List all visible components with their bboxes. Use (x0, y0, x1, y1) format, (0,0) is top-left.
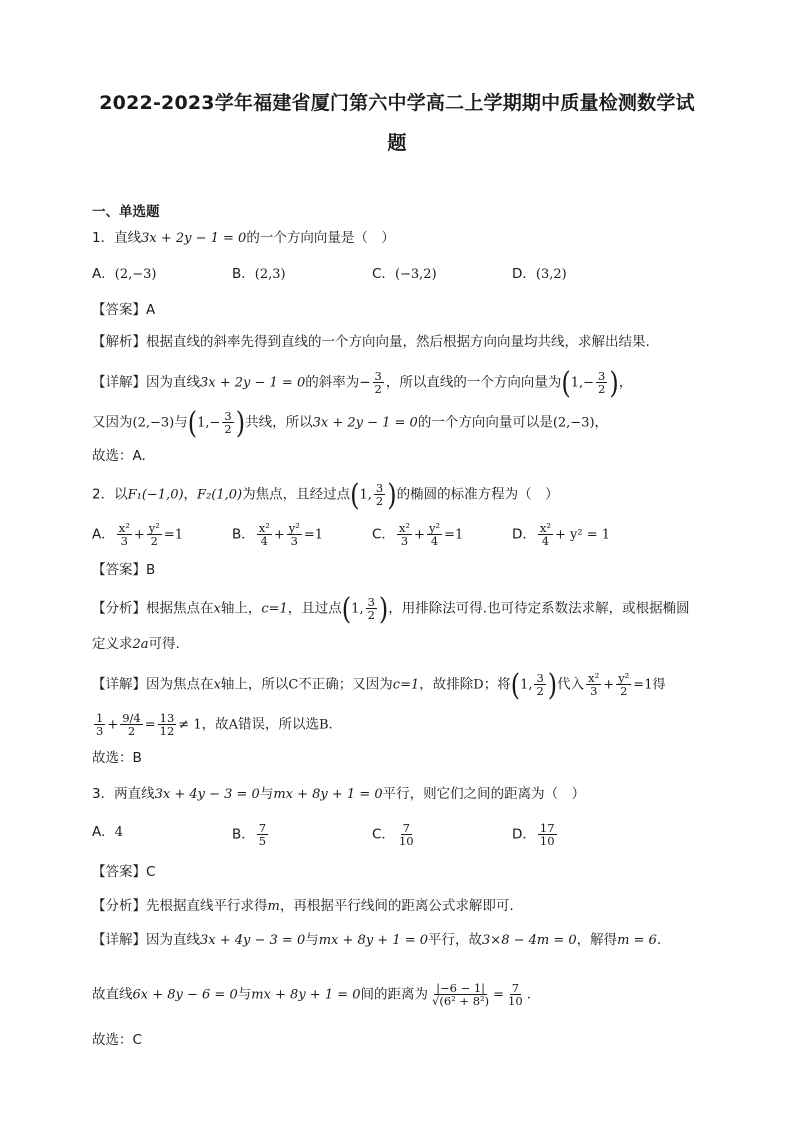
q3-detail-1: 【详解】因为直线3x + 4y − 3 = 0与mx + 8y + 1 = 0平行，故3×8 − 4m = 0，解得m = 6. (92, 932, 662, 948)
q3-option-a: A．4 (92, 824, 124, 840)
doc-title-line2: 题 (387, 132, 407, 154)
q1-answer: 【答案】A (92, 302, 156, 318)
q1-conclusion: 故选：A. (92, 448, 146, 464)
q1-detail-1: 【详解】因为直线3x + 2y − 1 = 0的斜率为− $\frac{3}{2}$ ，所以直线的一个方向向量为(1,− $\frac{3}{2}$ )， (92, 365, 633, 400)
q3-options (92, 822, 734, 848)
q2-fenxi-2: 定义求2a可得. (92, 636, 180, 652)
q2-option-a: A． $\frac{\text{x²}}{3}$ + $\frac{\text{y²}}{2}$ =1 (92, 521, 184, 548)
q2-stem: 2．以F₁(−1,0)，F₂(1,0)为焦点，且经过点(1, $\frac{3}{2}$ )的椭圆的标准方程为（ ） (92, 477, 559, 512)
q3-option-d: D． $\frac{17}{10}$ (512, 821, 555, 848)
q3-conclusion: 故选：C (92, 1032, 142, 1048)
q3-detail-2: 故直线6x + 8y − 6 = 0与mx + 8y + 1 = 0间的距离为 $\frac{|-6 - 1|}{\text{√(6² + 8²)}}$ = $\frac{7}{10}$ . (92, 981, 531, 1008)
q1-stem: 1．直线3x + 2y − 1 = 0的一个方向向量是（ ） (92, 230, 395, 246)
q2-conclusion: 故选：B (92, 750, 142, 766)
q1-detail-2: 又因为(2,−3)与(1,− $\frac{3}{2}$ )共线，所以3x + 2y − 1 = 0的一个方向向量可以是(2,−3)， (92, 405, 609, 440)
q3-fenxi: 【分析】先根据直线平行求得m，再根据平行线间的距离公式求解即可. (92, 898, 514, 914)
q2-answer: 【答案】B (92, 562, 156, 578)
q2-detail-1: 【详解】因为焦点在x轴上，所以C不正确；又因为c=1，故排除D；将(1, $\frac{3}{2}$ )代入 $\frac{\text{x²}}{3}$ + $\frac{\text{y²}}{2}$ =1得 (92, 667, 666, 702)
q2-option-b: B． $\frac{\text{x²}}{4}$ + $\frac{\text{y²}}{3}$ =1 (232, 521, 324, 548)
doc-title-line1: 2022-2023学年福建省厦门第六中学高二上学期期中质量检测数学试 (99, 92, 695, 114)
q1-option-a: A．(2,−3) (92, 266, 157, 282)
section-heading: 一、单选题 (92, 204, 160, 220)
q3-stem: 3．两直线3x + 4y − 3 = 0与mx + 8y + 1 = 0平行，则它们之间的距离为（ ） (92, 786, 586, 802)
q1-analysis: 【解析】根据直线的斜率先得到直线的一个方向向量，然后根据方向向量均共线，求解出结果. (92, 334, 650, 350)
q3-option-b: B． $\frac{7}{5}$ (232, 821, 267, 848)
q2-options (92, 522, 734, 548)
q3-option-c: C． $\frac{7}{10}$ (372, 821, 414, 848)
q2-detail-2: $\frac{1}{3}$ + $\frac{9/4}{2}$ = $\frac{13}{12}$ ≠ 1，故A错误，所以选B. (96, 711, 333, 738)
q1-options (92, 264, 734, 284)
q2-option-d: D． $\frac{\text{x²}}{4}$ + y² = 1 (512, 521, 611, 548)
q2-option-c: C． $\frac{\text{x²}}{3}$ + $\frac{\text{y²}}{4}$ =1 (372, 521, 464, 548)
q2-fenxi-1: 【分析】根据焦点在x轴上，c=1，且过点(1, $\frac{3}{2}$ )，用排除法可得.也可待定系数法求解，或根据椭圆 (92, 591, 690, 626)
q1-option-d: D．(3,2) (512, 266, 567, 282)
q1-option-b: B．(2,3) (232, 266, 286, 282)
q1-option-c: C．(−3,2) (372, 266, 437, 282)
q3-answer: 【答案】C (92, 864, 156, 880)
